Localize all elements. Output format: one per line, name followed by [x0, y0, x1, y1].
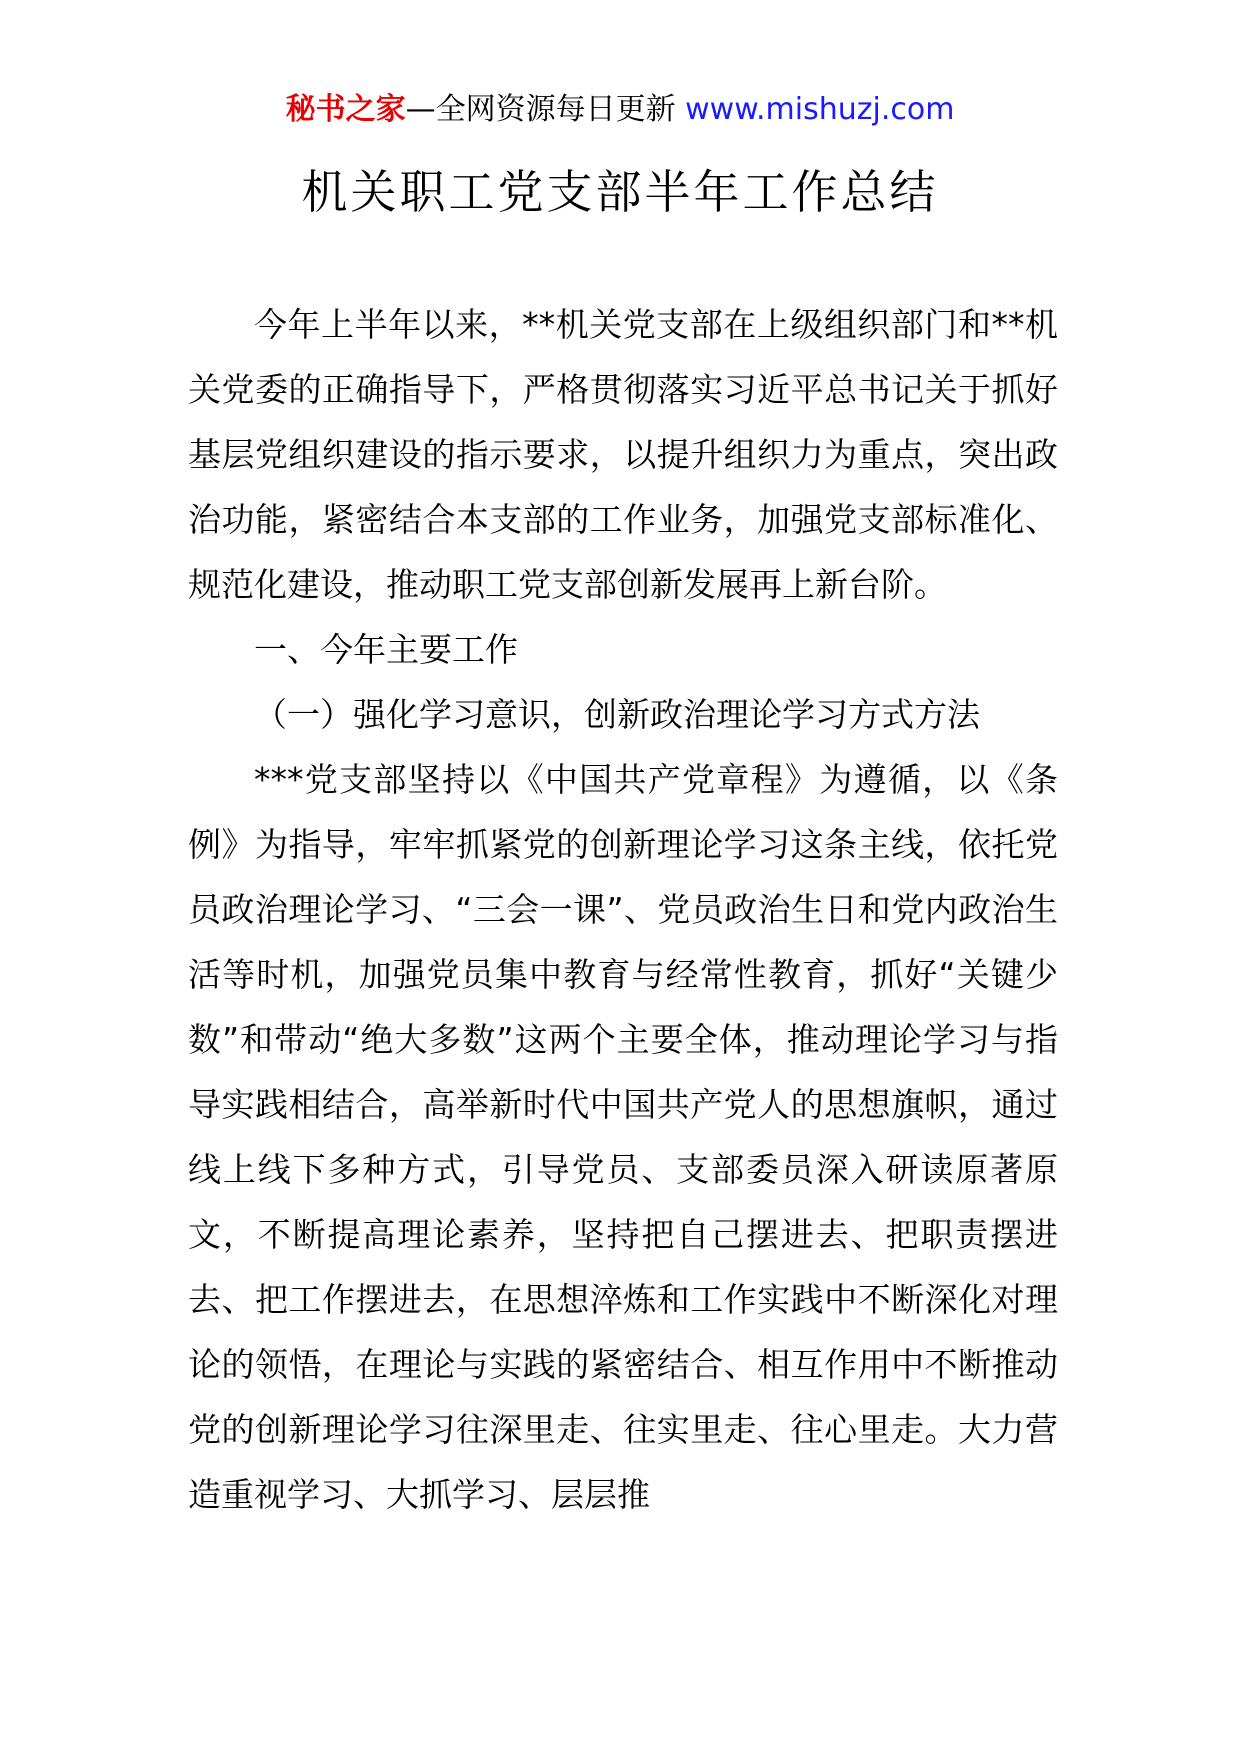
site-header	[0, 90, 1240, 130]
document-body	[188, 292, 1058, 1527]
site-url-link[interactable]: www.mishuzj.com	[685, 92, 955, 127]
subsection-heading: （一）强化学习意识，创新政治理论学习方式方法	[254, 695, 980, 734]
document-title: 机关职工党支部半年工作总结	[301, 165, 939, 219]
body-paragraph: ***党支部坚持以《中国共产党章程》为遵循，以《条例》为指导，牢牢抓紧党的创新理论学习这条主线，依托党员政治理论学习、“三会一课”、党员政治生日和党内政治生活等时机，加强党员集中教育与经常性教育，抓好“关键少数”和带动“绝大多数”这两个主要全体，推动理论学习与指导实践相结合，高举新时代中国共产党人的思想旗帜，通过线上线下多种方式，引导党员、支部委员深入研读原著原文，不断提高理论素养，坚持把自己摆进去、把职责摆进去、把工作摆进去，在思想淬炼和工作实践中不断深化对理论的领悟，在理论与实践的紧密结合、相互作用中不断推动党的创新理论学习往深里走、往实里走、往心里走。大力营造重视学习、大抓学习、层层推	[188, 760, 1058, 1514]
brand-name: 秘书之家	[285, 92, 406, 127]
section-heading: 一、今年主要工作	[254, 630, 518, 669]
intro-paragraph: 今年上半年以来，**机关党支部在上级组织部门和**机关党委的正确指导下，严格贯彻落实习近平总书记关于抓好基层党组织建设的指示要求，以提升组织力为重点，突出政治功能，紧密结合本支部的工作业务，加强党支部标准化、规范化建设，推动职工党支部创新发展再上新台阶。	[188, 305, 1058, 604]
site-tagline: —全网资源每日更新	[405, 92, 686, 127]
